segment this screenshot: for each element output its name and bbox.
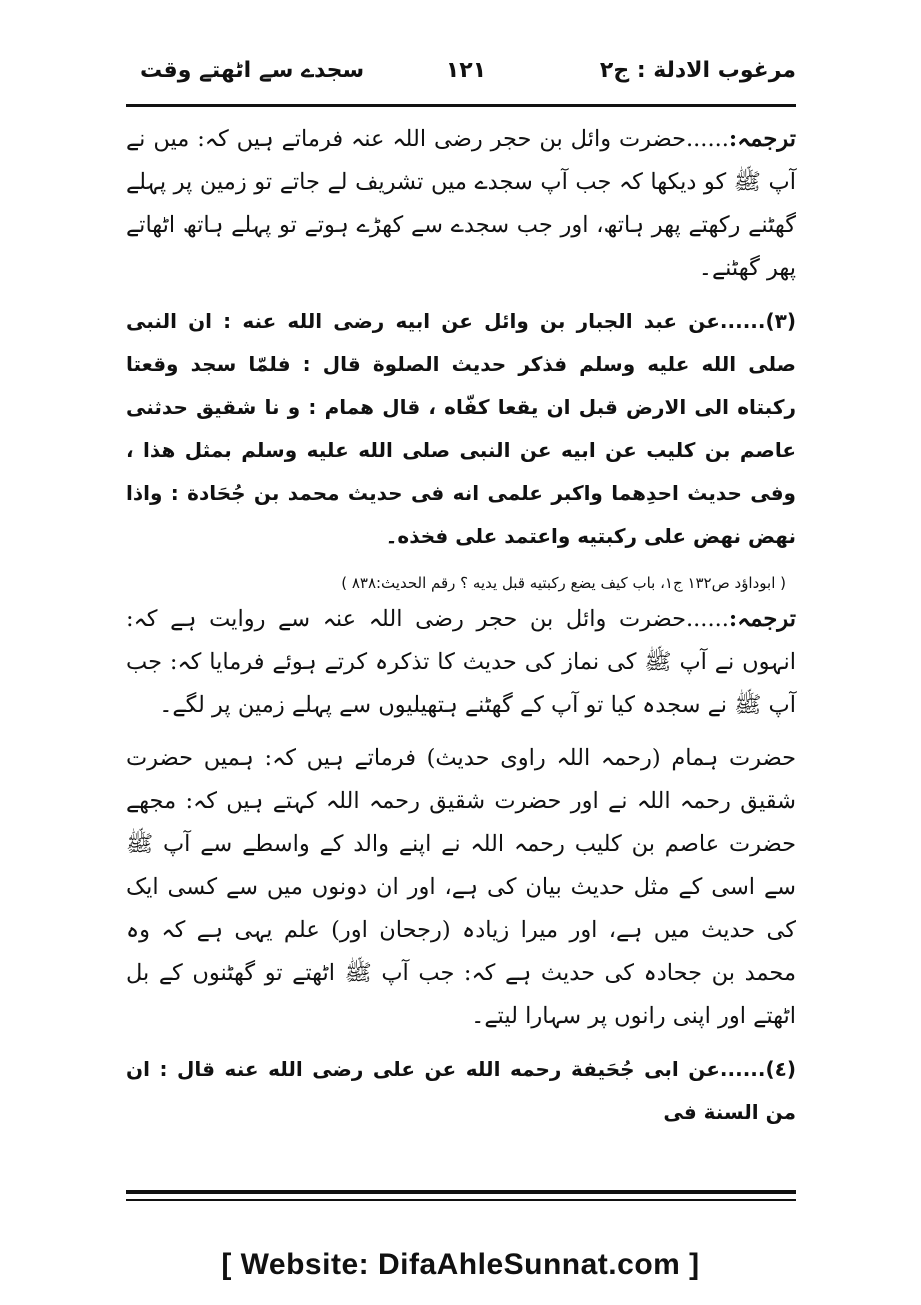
commentary-paragraph <box>126 737 796 1038</box>
paragraph-text: ......حضرت وائل بن حجر رضی اللہ عنہ فرماتے ہیں کہ: میں نے آپ ﷺ کو دیکھا کہ جب آپ سجدے میں تشریف لے جاتے تو زمین پر پہلے گھٹنے رکھتے پھر ہاتھ، اور جب سجدے سے کھڑے ہوتے تو پہلے ہاتھ اٹھاتے پھر گھٹنے۔ <box>126 126 796 281</box>
page-body <box>126 118 796 1144</box>
paragraph-text: ......حضرت وائل بن حجر رضی اللہ عنہ سے روایت ہے کہ: انہوں نے آپ ﷺ کی نماز کی حدیث کا تذکرہ کرتے ہوئے فرمایا کہ: جب آپ ﷺ نے سجدہ کیا تو آپ کے گھٹنے ہتھیلیوں سے پہلے زمین پر لگے۔ <box>126 606 796 718</box>
website-footer: [ Website: DifaAhleSunnat.com ] <box>221 1248 700 1281</box>
book-title: مرغوب الادلة : ج٢ <box>599 58 796 83</box>
paragraph-lead: ترجمہ: <box>728 126 796 152</box>
paragraph-text: حضرت ہمام (رحمہ اللہ راوی حدیث) فرماتے ہیں کہ: ہمیں حضرت شقیق رحمہ اللہ نے اور حضرت شقیق رحمہ اللہ کہتے ہیں کہ: مجھے حضرت عاصم بن کلیب رحمہ اللہ نے اپنے والد کے واسطے سے آپ ﷺ سے اسی کے مثل حدیث بیان کی ہے، اور ان دونوں میں سے کسی ایک کی حدیث میں ہے، اور میرا زیادہ (رجحان اور) علم یہی ہے کہ وہ محمد بن جحادہ کی حدیث ہے کہ: جب آپ ﷺ اٹھتے تو گھٹنوں کے بل اٹھتے اور اپنی رانوں پر سہارا لیتے۔ <box>126 745 796 1029</box>
chapter-title: سجدے سے اٹھتے وقت <box>140 58 365 83</box>
page-number: ١٢١ <box>445 58 487 83</box>
paragraph-lead: ترجمہ: <box>728 606 796 632</box>
reference-text: ( ابوداؤد ص١٣٢ ج١، باب كيف يضع ركبتيه قبل يديه ؟ رقم الحديث:٨٣٨ ) <box>341 574 786 592</box>
header-rule <box>126 104 796 107</box>
paragraph-text: ......عن ابى جُحَيفة رحمه الله عن على رضى الله عنه قال : ان من السنة فى <box>126 1057 796 1124</box>
footer-rule-thin <box>126 1199 796 1201</box>
paragraph-text: ......عن عبد الجبار بن وائل عن ابيه رضى الله عنه : ان النبى صلى الله عليه وسلم فذكر حديث الصلوة قال : فلمّا سجد وقعتا ركبتاه الى الارض قبل ان يقعا كفّاه ، قال همام : و نا شقيق حدثنى عاصم بن كليب عن ابيه عن النبى صلى الله عليه وسلم بمثل هذا ، وفى حديث احدِهما واكبر علمى انه فى حديث محمد بن جُحَادة : واذا نهض نهض على ركبتيه واعتمد على فخذه۔ <box>126 309 796 548</box>
hadith-paragraph <box>126 1048 796 1134</box>
translation-paragraph <box>126 118 796 290</box>
footer-rule-thick <box>126 1190 796 1194</box>
hadith-paragraph <box>126 300 796 558</box>
translation-paragraph <box>126 598 796 727</box>
hadith-number: (٤) <box>765 1057 796 1081</box>
hadith-reference <box>126 568 796 598</box>
page-header <box>126 52 796 102</box>
hadith-number: (٣) <box>765 309 796 333</box>
